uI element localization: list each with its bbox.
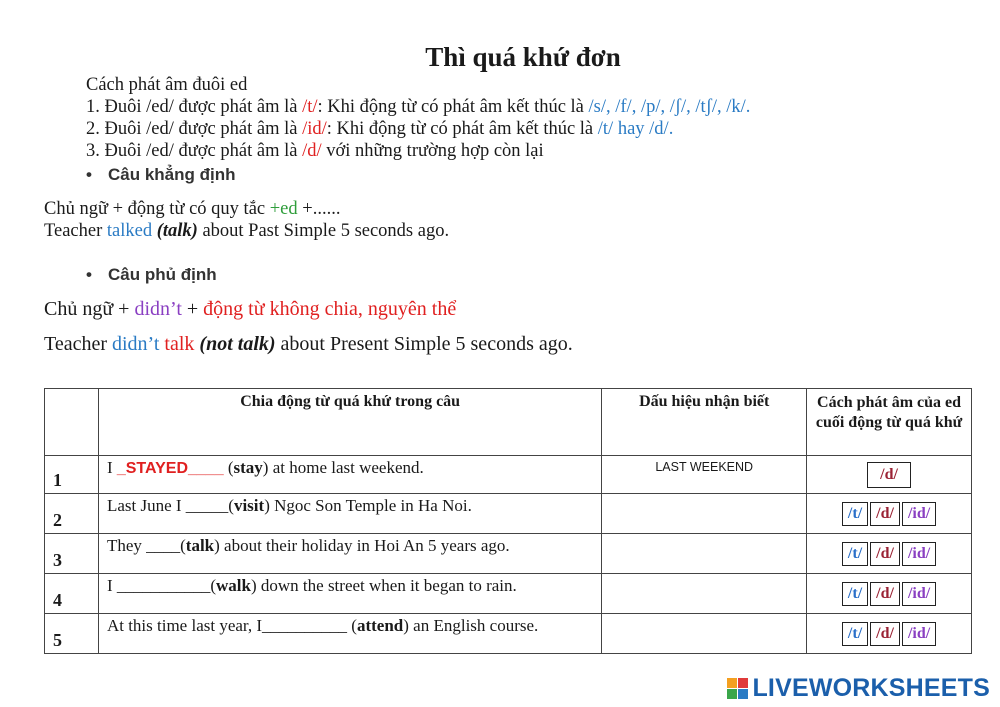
answer-blank[interactable]: _STAYED____ [116,460,224,477]
table-row [45,614,972,654]
neg-example-verb: talk [164,333,195,355]
option-id[interactable]: /id/ [902,622,936,646]
option-id[interactable]: /id/ [902,582,936,606]
row-number: 1 [45,456,99,494]
rule-1-text: 1. Đuôi /ed/ được phát âm là [86,97,303,117]
neg-example-didnt: didn’t [112,333,160,355]
bullet-icon: • [86,165,92,184]
sentence-verb: visit [233,496,265,515]
header-pronunciation: Cách phát âm của ed cuối động từ quá khứ [807,389,972,456]
row-pronunciation [807,614,972,654]
row-pronunciation [807,534,972,574]
affirmative-formula-text: Chủ ngữ + động từ có quy tắc [44,199,270,219]
row-pronunciation [807,574,972,614]
affirmative-formula-ed: +ed [269,199,298,219]
neg-example-subject: Teacher [44,333,112,355]
row-sign[interactable] [602,614,807,654]
affirmative-formula-rest: +...... [297,199,341,219]
table-row [45,456,972,494]
option-d[interactable]: /d/ [870,622,900,646]
sentence-verb: attend [356,616,404,635]
sentence-start: Last June I _____( [106,496,234,515]
example-base-verb: (talk) [156,221,198,241]
rule-2-text: 2. Đuôi /ed/ được phát âm là [86,119,303,139]
rule-1-text2: : Khi động từ có phát âm kết thúc là [317,97,589,117]
header-sentence: Chia động từ quá khứ trong câu [98,389,601,456]
row-sign[interactable] [602,534,807,574]
rule-1-sound: /t/ [302,97,318,117]
row-sign[interactable]: LAST WEEKEND [602,456,807,494]
affirmative-heading-text: Câu khẳng định [108,165,236,184]
option-id[interactable]: /id/ [902,542,936,566]
sentence-start: I [106,458,117,477]
table-header-row [45,389,972,456]
negative-formula-didnt: didn’t [134,298,182,320]
option-t[interactable]: /t/ [842,582,868,606]
sentence-end: ) at home last weekend. [262,458,424,477]
negative-heading-text: Câu phủ định [108,265,217,284]
exercise-table [44,388,972,654]
option-d[interactable]: /d/ [870,502,900,526]
row-number: 5 [45,614,99,654]
sentence-end: ) Ngoc Son Temple in Ha Noi. [264,496,472,515]
row-sign[interactable] [602,574,807,614]
sentence-start: I ___________( [106,576,217,595]
pronunciation-heading: Cách phát âm đuôi ed [86,75,248,95]
sentence-end: ) down the street when it began to rain. [250,576,517,595]
header-number [45,389,99,456]
logo-icon [727,678,748,699]
rule-2 [86,119,673,140]
negative-formula [44,298,456,321]
liveworksheets-logo [727,674,990,703]
row-sentence [98,534,601,574]
rule-2-sound: /id/ [302,119,327,139]
row-number: 3 [45,534,99,574]
option-t[interactable]: /t/ [842,622,868,646]
affirmative-formula [44,199,340,220]
negative-formula-text: Chủ ngữ + [44,298,135,320]
rule-1-endings: /s/, /f/, /p/, /ʃ/, /tʃ/, /k/. [588,97,751,117]
sentence-verb: talk [185,536,215,555]
bullet-icon: • [86,265,92,284]
rule-1 [86,97,750,118]
row-pronunciation [807,456,972,494]
rule-3-text2: với những trường hợp còn lại [321,141,544,161]
neg-example-note: (not talk) [199,333,276,355]
rule-2-endings: /t/ hay /d/. [597,119,674,139]
row-sentence [98,494,601,534]
row-number: 2 [45,494,99,534]
negative-formula-verb: động từ không chia, nguyên thể [203,298,457,320]
header-sign: Dấu hiệu nhận biết [602,389,807,456]
option-d[interactable]: /d/ [870,542,900,566]
row-sign[interactable] [602,494,807,534]
table-row [45,574,972,614]
sentence-verb: stay [233,458,263,477]
rule-3 [86,141,544,162]
sentence-end: ) about their holiday in Hoi An 5 years ago. [214,536,510,555]
row-pronunciation [807,494,972,534]
affirmative-example [44,221,449,242]
sentence-start: At this time last year, I__________ ( [106,616,357,635]
option-id[interactable]: /id/ [902,502,936,526]
negative-formula-plus: + [181,298,204,320]
row-sentence [98,614,601,654]
negative-heading [86,265,217,285]
sentence-paren: ( [223,458,234,477]
rule-3-text: 3. Đuôi /ed/ được phát âm là [86,141,303,161]
sentence-verb: walk [216,576,251,595]
neg-example-rest: about Present Simple 5 seconds ago. [275,333,573,355]
affirmative-heading [86,165,236,185]
table-row [45,534,972,574]
rule-2-text2: : Khi động từ có phát âm kết thúc là [326,119,598,139]
example-subject: Teacher [44,221,107,241]
sentence-end: ) an English course. [403,616,539,635]
table-row [45,494,972,534]
row-number: 4 [45,574,99,614]
row-sentence [98,456,601,494]
sentence-start: They ____( [106,536,186,555]
page-title: Thì quá khứ đơn [425,42,621,72]
option-t[interactable]: /t/ [842,502,868,526]
example-rest: about Past Simple 5 seconds ago. [197,221,450,241]
option-d[interactable]: /d/ [870,582,900,606]
rule-3-sound: /d/ [302,141,322,161]
logo-text: LIVEWORKSHEETS [752,674,990,702]
example-verb: talked [106,221,153,241]
selected-option[interactable]: /d/ [867,462,911,488]
option-t[interactable]: /t/ [842,542,868,566]
negative-example [44,333,573,356]
row-sentence [98,574,601,614]
